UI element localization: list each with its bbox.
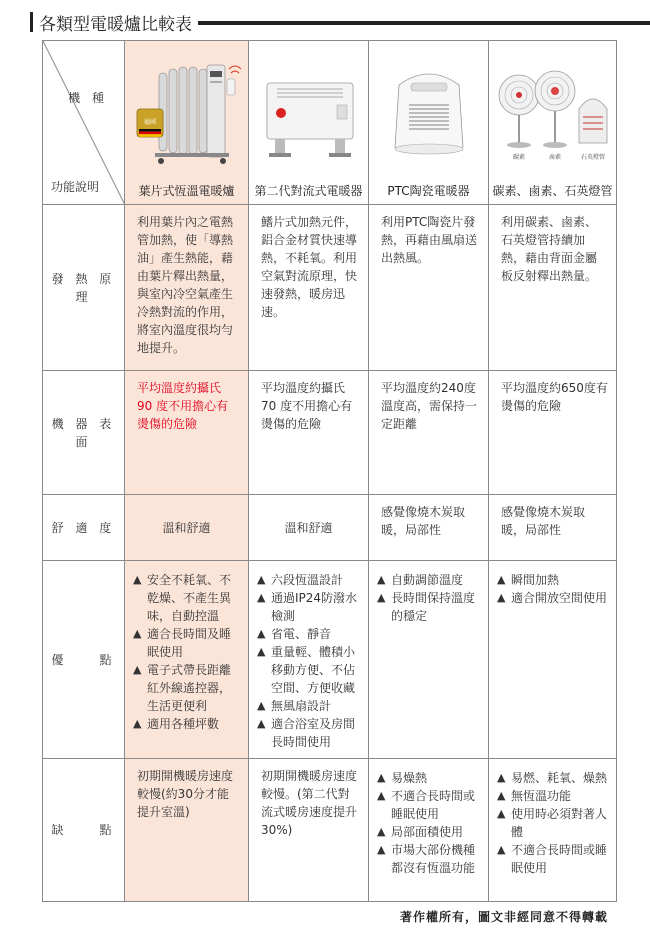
list-item: ▲ 適合浴室及房間長時間使用 — [257, 715, 362, 751]
list-item: ▲ 安全不耗氧、不乾燥、不產生異味，自動控溫 — [133, 571, 242, 625]
cell-text: 平均溫度約攝氏 90 度不用擔心有燙傷的危險 — [137, 381, 229, 431]
row-heating-principle — [43, 205, 617, 371]
cell-text: 平均溫度約650度有燙傷的危險 — [501, 381, 608, 413]
cell-text: 利用PTC陶瓷片發熱，再藉由風扇送出熱風。 — [381, 215, 478, 265]
header-corner-cell — [43, 41, 125, 205]
title-mark — [30, 12, 33, 32]
cell-text: 感覺像燒木炭取暖，局部性 — [381, 505, 466, 537]
cell-text: 平均溫度約240度溫度高，需保持一定距離 — [381, 381, 478, 431]
header-machine-label: 機 種 — [68, 91, 108, 105]
list-item: ▲ 易燃、耗氧、燥熱 — [497, 769, 610, 787]
product-cell-ptc — [369, 41, 489, 205]
sub-label-halogen: 鹵素 — [548, 154, 562, 161]
list-item: ▲ 電子式帶長距離紅外線遙控器，生活更便利 — [133, 661, 242, 715]
lamp-heaters-icon — [495, 49, 611, 169]
list-item: ▲ 六段恆溫設計 — [257, 571, 362, 589]
list-item: ▲ 適合長時間及睡眠使用 — [133, 625, 242, 661]
row-comfort — [43, 495, 617, 561]
badge-text: 德國 — [143, 119, 157, 126]
cell-text: 利用葉片內之電熱管加熱，使「導熱油」產生熱能，藉由葉片釋出熱量，與室內冷空氣產生冷熱對流的作用，將室內溫度很均勻地提升。 — [137, 215, 234, 355]
cell-text: 初期開機暖房速度較慢(約30分才能提升室溫) — [137, 769, 234, 819]
list-item: ▲ 局部面積使用 — [377, 823, 482, 841]
list-item: ▲ 瞬間加熱 — [497, 571, 610, 589]
list-item: ▲ 通過IP24防潑水檢測 — [257, 589, 362, 625]
list-item: ▲ 長時間保持溫度的穩定 — [377, 589, 482, 625]
cell-text: 利用碳素、鹵素、石英燈管持續加熱，藉由背面金屬板反射釋出熱量。 — [501, 215, 598, 283]
row-surface-temp — [43, 371, 617, 495]
cell-text: 初期開機暖房速度較慢。(第二代對流式暖房速度提升30%) — [261, 769, 358, 837]
cell-text: 溫和舒適 — [249, 495, 369, 561]
row-label: 發 熱 原 理 — [43, 205, 125, 371]
list-item: ▲ 無恆溫功能 — [497, 787, 610, 805]
header-row — [43, 41, 617, 205]
title-rule — [198, 21, 650, 25]
row-label: 優 點 — [43, 561, 125, 759]
comparison-table-wrap — [42, 40, 616, 901]
product-cell-lamp — [489, 41, 617, 205]
page-title: 各類型電暖爐比較表 — [39, 14, 192, 35]
row-label: 舒 適 度 — [43, 495, 125, 561]
list-item: ▲ 適合開放空間使用 — [497, 589, 610, 607]
row-label: 機 器 表 面 — [43, 371, 125, 495]
header-function-label: 功能說明 — [51, 180, 100, 194]
row-advantages — [43, 561, 617, 759]
cell-text: 平均溫度約攝氏 70 度不用擔心有燙傷的危險 — [261, 381, 353, 431]
sub-label-carbon: 碳素 — [512, 154, 526, 161]
disadvantages-list — [489, 759, 616, 883]
ptc-ceramic-heater-icon — [375, 49, 483, 169]
cell-text: 鰭片式加熱元件，鋁合金材質快速導熱，不耗氧。利用空氣對流原理，快速發熱，暖房迅速。 — [261, 215, 358, 319]
cell-text: 感覺像燒木炭取暖，局部性 — [501, 505, 586, 537]
product-name: PTC陶瓷電暖器 — [387, 184, 470, 198]
list-item: ▲ 市場大部份機種都沒有恆溫功能 — [377, 841, 482, 877]
row-label: 缺 點 — [43, 759, 125, 902]
row-disadvantages — [43, 759, 617, 902]
advantages-list — [369, 561, 488, 631]
product-name: 葉片式恆溫電暖爐 — [138, 184, 235, 198]
convection-heater-icon — [255, 49, 363, 169]
product-cell-oil-radiator — [125, 41, 249, 205]
advantages-list — [125, 561, 248, 739]
comparison-table — [42, 40, 617, 902]
advantages-list — [489, 561, 616, 613]
list-item: ▲ 不適合長時間或睡眠使用 — [377, 787, 482, 823]
list-item: ▲ 重量輕、體積小移動方便、不佔空間、方便收藏 — [257, 643, 362, 697]
product-name: 碳素、鹵素、石英燈管 — [492, 184, 613, 198]
copyright-notice: 著作權所有，圖文非經同意不得轉載 — [399, 910, 608, 924]
list-item: ▲ 不適合長時間或睡眠使用 — [497, 841, 610, 877]
oil-radiator-heater-icon — [131, 49, 243, 169]
cell-text: 溫和舒適 — [125, 495, 249, 561]
list-item: ▲ 適用各種坪數 — [133, 715, 242, 733]
sub-label-quartz: 石英燈管 — [580, 154, 606, 161]
list-item: ▲ 省電、靜音 — [257, 625, 362, 643]
product-cell-convection — [249, 41, 369, 205]
title-bar — [30, 10, 650, 34]
list-item: ▲ 使用時必須對著人體 — [497, 805, 610, 841]
disadvantages-list — [369, 759, 488, 883]
list-item: ▲ 易燥熱 — [377, 769, 482, 787]
product-name: 第二代對流式電暖器 — [254, 184, 363, 198]
list-item: ▲ 無風扇設計 — [257, 697, 362, 715]
list-item: ▲ 自動調節溫度 — [377, 571, 482, 589]
advantages-list — [249, 561, 368, 757]
